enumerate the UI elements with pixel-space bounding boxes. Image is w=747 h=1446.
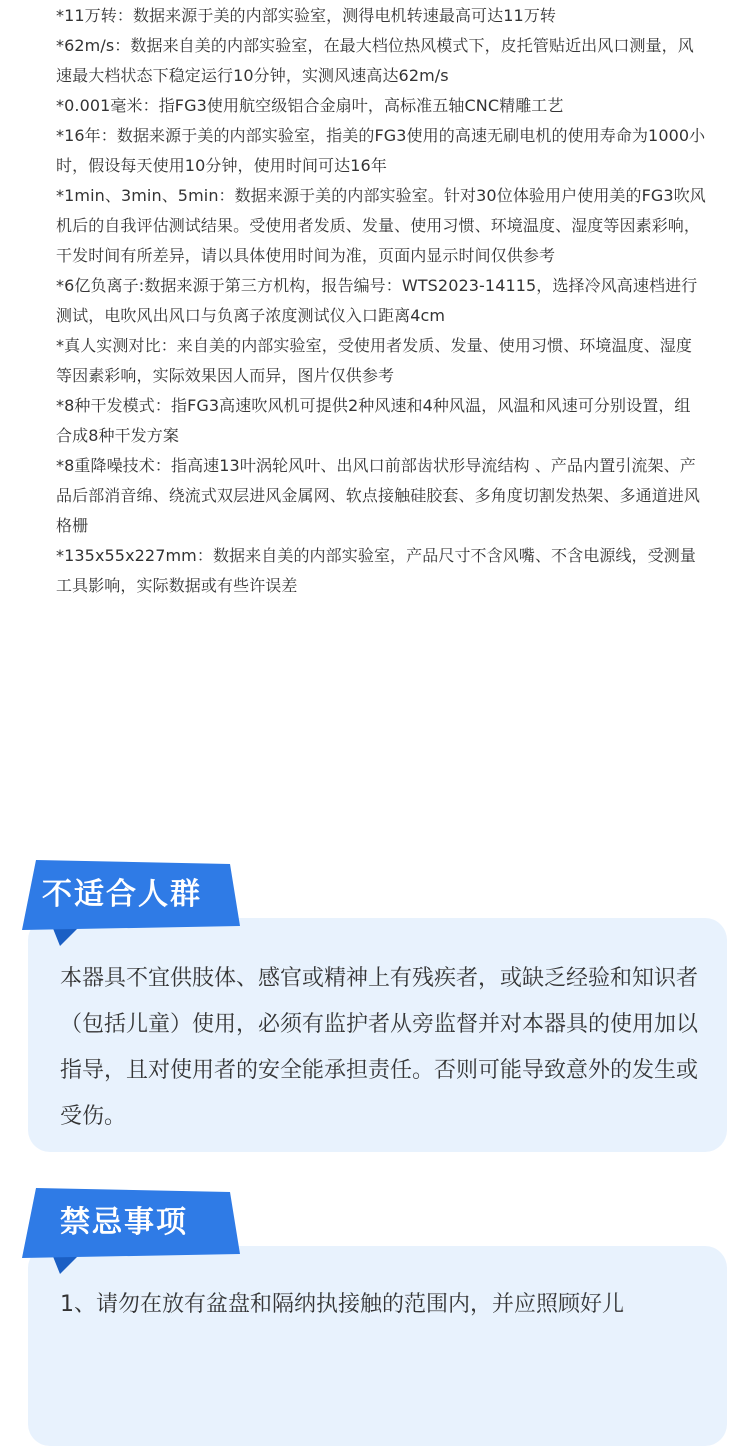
footnote-item: *8重降噪技术：指高速13叶涡轮风叶、出风口前部齿状形导流结构 、产品内置引流架、产品后部消音绵、绕流式双层进风金属网、软点接触硅胶套、多角度切割发热架、多通道进风格栅 xyxy=(56,456,701,535)
footnote-list xyxy=(56,0,706,601)
footnote-item: *1min、3min、5min：数据来源于美的内部实验室。针对30位体验用户使用美的FG3吹风机后的自我评估测试结果。受使用者发质、发量、使用习惯、环境温度、湿度等因素彩响，干发时间有所差异，请以具体使用时间为准，页面内显示时间仅供参考 xyxy=(56,186,706,265)
footnote-item: *0.001毫米：指FG3使用航空级铝合金扇叶，高标准五轴CNC精雕工艺 xyxy=(56,96,564,115)
contraindications-text: 1、请勿在放有盆盘和隔纳执接触的范围内，并应照顾好儿 xyxy=(60,1292,624,1317)
footnote-item: *16年：数据来源于美的内部实验室，指美的FG3使用的高速无刷电机的使用寿命为1000小时，假设每天使用10分钟，使用时间可达16年 xyxy=(56,126,706,175)
footnote-item: *6亿负离子:数据来源于第三方机构，报告编号：WTS2023-14115，选择冷风高速档进行测试，电吹风出风口与负离子浓度测试仪入口距离4cm xyxy=(56,276,698,325)
contraindications-title: 禁忌事项 xyxy=(60,1205,188,1240)
unsuitable-section xyxy=(0,860,747,1160)
contraindications-tag xyxy=(22,1188,242,1262)
unsuitable-title: 不适合人群 xyxy=(42,877,202,912)
contraindications-section xyxy=(0,1188,747,1317)
footnote-item: *135x55x227mm：数据来自美的内部实验室，产品尺寸不含风嘴、不含电源线，受测量工具影响，实际数据或有些许误差 xyxy=(56,546,696,595)
unsuitable-tag xyxy=(22,860,242,934)
footnote-item: *8种干发模式：指FG3高速吹风机可提供2种风速和4种风温，风温和风速可分别设置，组合成8种干发方案 xyxy=(56,396,691,445)
unsuitable-text: 本器具不宜供肢体、感官或精神上有残疾者，或缺乏经验和知识者（包括儿童）使用，必须有监护者从旁监督并对本器具的使用加以指导，且对使用者的安全能承担责任。否则可能导致意外的发生或受伤。 xyxy=(60,966,699,1129)
footnote-item: *62m/s：数据来自美的内部实验室，在最大档位热风模式下，皮托管贴近出风口测量，风速最大档状态下稳定运行10分钟，实测风速高达62m/s xyxy=(56,36,694,85)
footnote-item: *真人实测对比：来自美的内部实验室，受使用者发质、发量、使用习惯、环境温度、湿度等因素彩响，实际效果因人而异，图片仅供参考 xyxy=(56,336,693,385)
footnote-item: *11万转：数据来源于美的内部实验室，测得电机转速最高可达11万转 xyxy=(56,6,557,25)
